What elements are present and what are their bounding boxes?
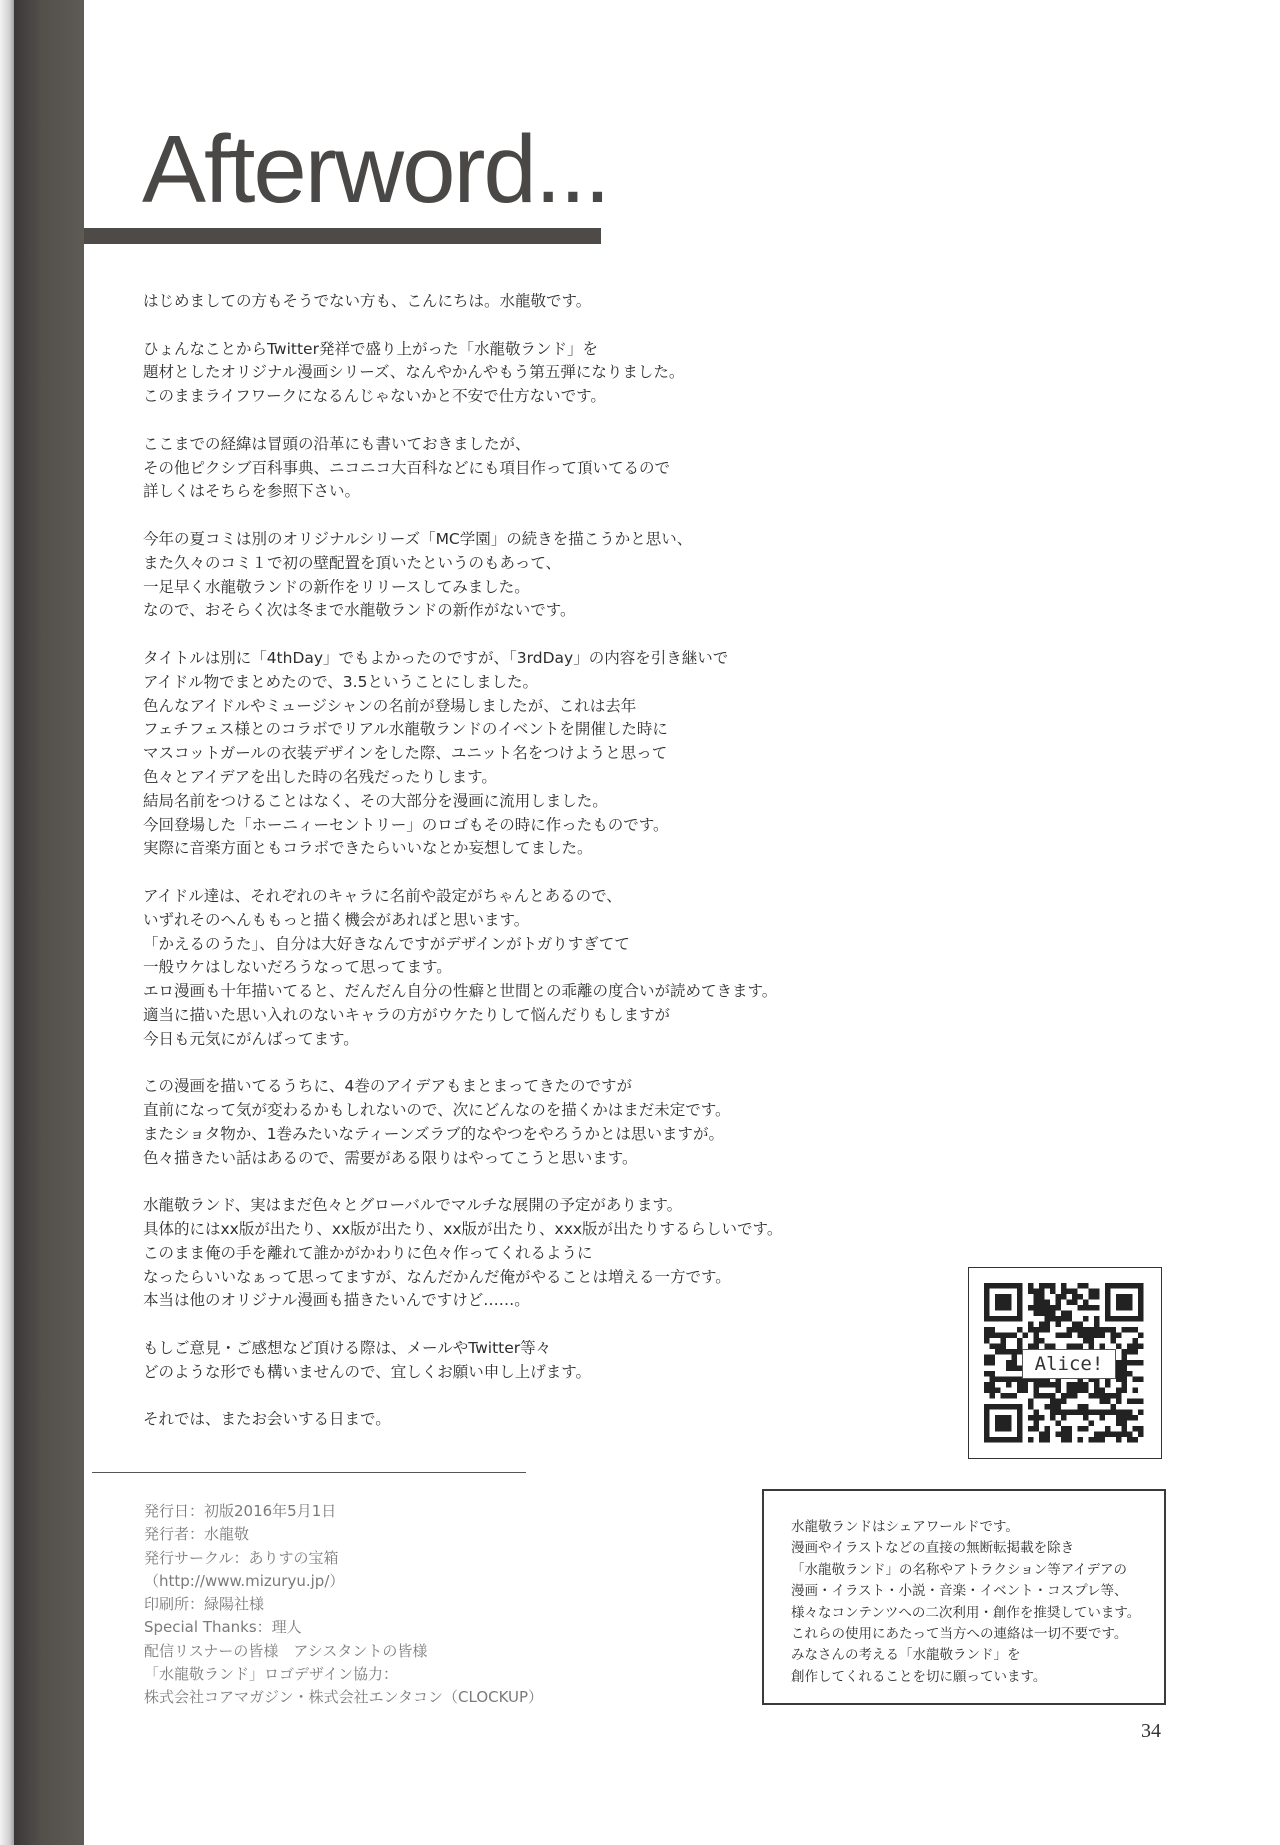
body-line: エロ漫画も十年描いてると、だんだん自分の性癖と世間との乖離の度合いが読めてきます。 — [143, 982, 778, 1001]
body-line: 実際に音楽方面ともコラボできたらいいなとか妄想してました。 — [143, 839, 593, 858]
page-number: 34 — [1141, 1720, 1161, 1742]
body-line: 直前になって気が変わるかもしれないので、次にどんなのを描くかはまだ未定です。 — [143, 1101, 731, 1120]
notice-line: 水龍敬ランドはシェアワールドです。 — [791, 1519, 1019, 1535]
body-line: タイトルは別に「4thDay」でもよかったのですが、「3rdDay」の内容を引き継いで — [143, 648, 729, 667]
notice-line: 様々なコンテンツへの二次利用・創作を推奨しています。 — [791, 1604, 1141, 1621]
colophon-line: 印刷所：緑陽社様 — [144, 1595, 265, 1614]
body-line: 題材としたオリジナル漫画シリーズ、なんやかんやもう第五弾になりました。 — [143, 363, 685, 382]
afterword-body — [143, 290, 843, 1456]
notice-line: みなさんの考える「水龍敬ランド」を — [791, 1647, 1021, 1664]
body-line: 「かえるのうた」、自分は大好きなんですがデザインがトガりすぎてて — [143, 934, 630, 953]
body-line: もしご意見・ご感想など頂ける際は、メールやTwitter等々 — [143, 1339, 552, 1358]
body-line: アイドル物でまとめたので、3.5ということにしました。 — [143, 672, 538, 691]
body-line: この漫画を描いてるうちに、4巻のアイデアもまとまってきたのですが — [143, 1077, 632, 1096]
body-line: 色んなアイドルやミュージシャンの名前が登場しましたが、これは去年 — [143, 696, 637, 715]
body-line: 色々描きたい話はあるので、需要がある限りはやってこうと思います。 — [143, 1148, 638, 1167]
body-paragraph — [143, 433, 843, 504]
body-line: このままライフワークになるんじゃないかと不安で仕方ないです。 — [143, 387, 606, 406]
colophon — [144, 1500, 594, 1710]
body-line: また久々のコミ１で初の壁配置を頂いたというのもあって、 — [143, 553, 562, 572]
body-line: どのような形でも構いませんので、宜しくお願い申し上げます。 — [143, 1362, 591, 1381]
notice-line: 漫画・イラスト・小説・音楽・イベント・コスプレ等、 — [791, 1583, 1128, 1600]
body-line: なったらいいなぁって思ってますが、なんだかんだ俺がやることは増える一方です。 — [143, 1267, 731, 1286]
body-line: フェチフェス様とのコラボでリアル水龍敬ランドのイベントを開催した時に — [143, 720, 668, 739]
body-paragraph — [143, 528, 843, 623]
body-paragraph — [143, 1408, 843, 1432]
body-line: 詳しくはそちらを参照下さい。 — [143, 482, 361, 501]
notice-line: 創作してくれることを切に願っています。 — [791, 1668, 1047, 1685]
body-line: はじめましての方もそうでない方も、こんにちは。水龍敬です。 — [143, 292, 592, 310]
body-line: ここまでの経緯は冒頭の沿革にも書いておきましたが、 — [143, 434, 531, 453]
title-underline — [84, 228, 601, 244]
body-line: 今回登場した「ホーニィーセントリー」のロゴもその時に作ったものです。 — [143, 815, 669, 834]
colophon-line: 発行者：水龍敬 — [144, 1525, 250, 1544]
body-line: 一般ウケはしないだろうなって思ってます。 — [143, 958, 452, 977]
body-line: 一足早く水龍敬ランドの新作をリリースしてみました。 — [143, 577, 530, 596]
colophon-line: 発行サークル：ありすの宝箱 — [144, 1548, 339, 1567]
body-line: アイドル達は、それぞれのキャラに名前や設定がちゃんとあるので、 — [143, 886, 622, 905]
body-line: それでは、またお会いする日まで。 — [143, 1410, 391, 1429]
body-line: 結局名前をつけることはなく、その大部分を漫画に流用しました。 — [143, 791, 608, 810]
body-line: このまま俺の手を離れて誰かがかわりに色々作ってくれるように — [143, 1243, 593, 1262]
body-paragraph — [143, 1075, 843, 1170]
colophon-line: （http://www.mizuryu.jp/） — [144, 1571, 345, 1590]
colophon-line: 「水龍敬ランド」ロゴデザイン協力： — [144, 1665, 398, 1684]
body-line: またショタ物か、1巻みたいなティーンズラブ的なやつをやろうかとは思いますが。 — [143, 1124, 725, 1143]
body-paragraph — [143, 885, 843, 1052]
body-paragraph — [143, 1194, 843, 1313]
notice-line: 漫画やイラストなどの直接の無断転掲載を除き — [791, 1540, 1075, 1557]
body-line: その他ピクシブ百科事典、ニコニコ大百科などにも項目作って頂いてるので — [143, 458, 671, 477]
notice-line: 「水龍敬ランド」の名称やアトラクション等アイデアの — [791, 1561, 1128, 1578]
body-paragraph — [143, 1337, 843, 1385]
notice-line: これらの使用にあたって当方への連絡は一切不要です。 — [791, 1626, 1128, 1643]
colophon-divider — [92, 1472, 526, 1473]
body-line: 本当は他のオリジナル漫画も描きたいんですけど……。 — [143, 1291, 530, 1310]
body-line: いずれそのへんももっと描く機会があればと思います。 — [143, 910, 530, 929]
body-line: 今日も元気にがんばってます。 — [143, 1029, 359, 1048]
body-line: 色々とアイデアを出した時の名残だったりします。 — [143, 767, 497, 786]
body-paragraph — [143, 338, 843, 409]
body-line: マスコットガールの衣装デザインをした際、ユニット名をつけようと思って — [143, 744, 668, 763]
body-line: ひょんなことからTwitter発祥で盛り上がった「水龍敬ランド」を — [143, 339, 598, 358]
body-line: なので、おそらく次は冬まで水龍敬ランドの新作がないです。 — [143, 601, 576, 620]
body-line: 水龍敬ランド、実はまだ色々とグローバルでマルチな展開の予定があります。 — [143, 1196, 683, 1215]
colophon-line: 発行日：初版2016年5月1日 — [144, 1502, 337, 1520]
body-line: 今年の夏コミは別のオリジナルシリーズ「MC学園」の続きを描こうかと思い、 — [143, 529, 693, 548]
share-world-notice — [762, 1489, 1166, 1705]
body-line: 具体的にはxx版が出たり、xx版が出たり、xx版が出たり、xxx版が出たりするらしいです。 — [143, 1220, 783, 1239]
body-paragraph — [143, 290, 843, 314]
colophon-line: 株式会社コアマガジン・株式会社エンタコン（CLOCKUP） — [144, 1688, 544, 1707]
qr-code-label: Alice! — [1022, 1349, 1116, 1379]
page-title: Afterword... — [142, 116, 609, 223]
body-paragraph — [143, 647, 843, 861]
body-line: 適当に描いた思い入れのないキャラの方がウケたりして悩んだりもしますが — [143, 1005, 671, 1024]
spine-bar — [14, 0, 84, 1845]
colophon-line: 配信リスナーの皆様 アシスタントの皆様 — [144, 1641, 428, 1660]
colophon-line: Special Thanks：理人 — [144, 1618, 302, 1637]
